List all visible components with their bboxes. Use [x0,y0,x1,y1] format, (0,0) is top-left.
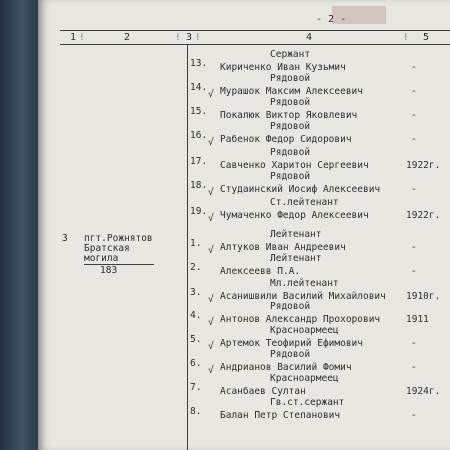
verification-check: √ [208,89,214,100]
location-count: 183 [100,265,118,276]
header-separator: ! [196,33,200,43]
entry-name: Антонов Александр Прохорович [220,314,381,325]
entry-number: 13. [190,58,208,69]
entry-birth-year: - [411,338,417,349]
entry-birth-year: - [411,62,417,73]
verification-check: √ [208,294,214,305]
entry-birth-year: - [411,242,417,253]
location-line-2: Братская [84,243,130,254]
entry-rank: Рядовой [270,121,311,132]
entry-number: 5. [190,334,202,345]
entry-birth-year: - [411,184,417,195]
location-underline [84,264,154,265]
entry-rank: Рядовой [270,147,311,158]
location-line-3: могила [84,253,119,264]
entry-name: Студаинский Иосиф Алексеевич [220,184,381,195]
entry-name: Савченко Харитон Сергеевич [220,160,369,171]
column-header-5: 5 [423,32,430,43]
entry-birth-year: 1910г. [406,291,441,302]
verification-check: √ [208,245,214,256]
entry-number: 6. [190,358,202,369]
verification-check: √ [208,317,214,328]
column-header-3: 3 [186,32,193,43]
verification-check: √ [208,365,214,376]
entry-name: Андрианов Василий Фомич [220,362,352,373]
header-separator: ! [80,33,84,43]
entry-birth-year: - [411,266,417,277]
entry-name: Асанбаев Султан [220,386,306,397]
verification-check: √ [208,187,214,198]
entry-name: Чумаченко Федор Алексеевич [220,210,369,221]
column-header-2: 2 [124,32,131,43]
entry-name: Покалюк Виктор Яковлевич [220,110,358,121]
location-line-1: пгт.Рожнятов [84,233,153,244]
entry-rank: Рядовой [270,349,311,360]
entry-rank: Лейтенант [270,229,322,240]
entry-birth-year: - [411,410,417,421]
entry-birth-year: 1911 [406,314,429,325]
entry-rank: Ст.лейтенант [270,197,339,208]
entry-name: Балан Петр Степанович [220,410,341,421]
entry-birth-year: - [411,362,417,373]
entry-name: Асанишвили Василий Михайлович [220,291,386,302]
entry-birth-year: - [411,86,417,97]
verification-check: √ [208,137,214,148]
notebook-binding [0,0,40,450]
entry-number: 18. [190,180,208,191]
entry-number: 19. [190,206,208,217]
entry-rank: Гв.ст.сержант [270,397,345,408]
entry-rank: Рядовой [270,171,311,182]
entry-name: Алексеевв П.А. [220,266,301,277]
entry-number: 7. [190,382,202,393]
entry-number: 15. [190,106,208,117]
table-header-rule [60,44,450,45]
table-top-rule [60,30,450,31]
column-header-4: 4 [306,32,313,43]
entry-rank: Лейтенант [270,253,322,264]
number-column-rule [187,44,188,450]
column-header-1: 1 [70,32,77,43]
entry-rank: Рядовой [270,97,311,108]
entry-rank: Сержант [270,49,311,60]
verification-check: √ [208,341,214,352]
entry-number: 1. [190,238,202,249]
page-number: - 2 - [316,14,347,25]
header-separator: ! [176,33,180,43]
entry-name: Мурашок Максим Алексеевич [220,86,363,97]
entry-name: Рабенок Федор Сидорович [220,134,352,145]
entry-rank: Красноармеец [270,325,339,336]
entry-birth-year: 1922г. [406,210,441,221]
entry-number: 17. [190,156,208,167]
entry-name: Артемок Теофирий Ефимович [220,338,363,349]
entry-number: 3. [190,287,202,298]
entry-birth-year: - [411,134,417,145]
entry-rank: Рядовой [270,73,311,84]
entry-number: 4. [190,310,202,321]
entry-number: 2. [190,262,202,273]
entry-rank: Красноармеец [270,373,339,384]
entry-name: Кириченко Иван Кузьмич [220,62,346,73]
entry-number: 8. [190,406,202,417]
entry-number: 16. [190,130,208,141]
entry-rank: Рядовой [270,301,311,312]
verification-check: √ [208,213,214,224]
entry-rank: Мл.лейтенант [270,278,339,289]
entry-name: Алтуков Иван Андреевич [220,242,346,253]
header-separator: ! [404,33,408,43]
entry-birth-year: 1922г. [406,160,441,171]
entry-birth-year: - [411,110,417,121]
entry-number: 14. [190,82,208,93]
entry-birth-year: 1924г. [406,386,441,397]
location-number: 3 [62,233,68,244]
